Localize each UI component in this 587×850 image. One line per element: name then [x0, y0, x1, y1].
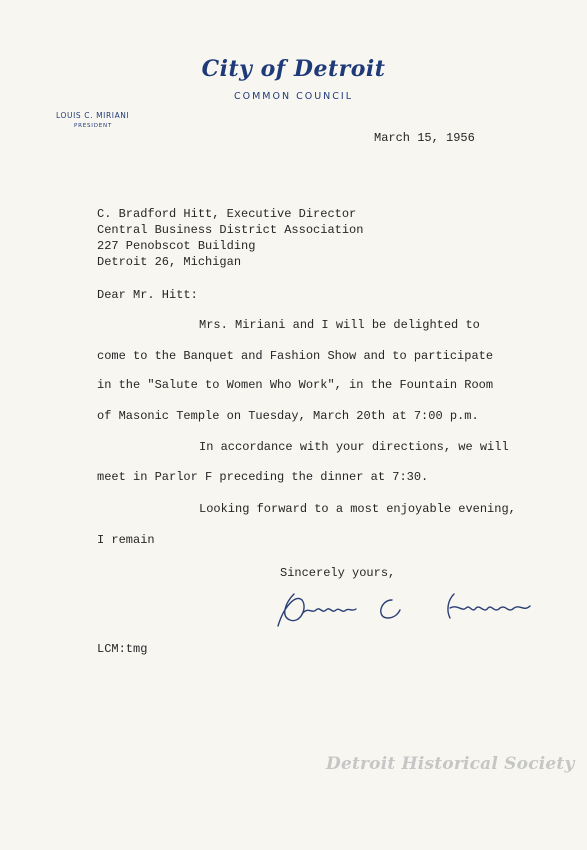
body-line: I remain — [97, 533, 155, 547]
closing: Sincerely yours, — [280, 566, 396, 580]
letterhead-subtitle: COMMON COUNCIL — [233, 91, 353, 102]
body-line: In accordance with your directions, we will — [199, 440, 509, 454]
recipient-line: Central Business District Association — [97, 223, 364, 237]
signature — [272, 584, 547, 634]
body-line: in the "Salute to Women Who Work", in the Fountain Room — [97, 378, 494, 392]
body-line: of Masonic Temple on Tuesday, March 20th at 7:00 p.m. — [97, 409, 479, 423]
reference-initials: LCM:tmg — [97, 642, 148, 656]
body-line: Looking forward to a most enjoyable evening, — [199, 502, 516, 516]
president-title: PRESIDENT — [74, 123, 113, 129]
body-line: meet in Parlor F preceding the dinner at 7:30. — [97, 470, 429, 484]
body-line: come to the Banquet and Fashion Show and to participate — [97, 349, 494, 363]
watermark: Detroit Historical Society — [326, 754, 575, 774]
letter-date: March 15, 1956 — [374, 131, 475, 145]
recipient-line: Detroit 26, Michigan — [97, 255, 242, 269]
recipient-line: C. Bradford Hitt, Executive Director — [97, 207, 357, 221]
president-name: LOUIS C. MIRIANI — [56, 111, 130, 120]
recipient-line: 227 Penobscot Building — [97, 239, 256, 253]
letterhead-title: City of Detroit — [201, 56, 386, 82]
salutation: Dear Mr. Hitt: — [97, 288, 198, 302]
body-line: Mrs. Miriani and I will be delighted to — [199, 318, 480, 332]
